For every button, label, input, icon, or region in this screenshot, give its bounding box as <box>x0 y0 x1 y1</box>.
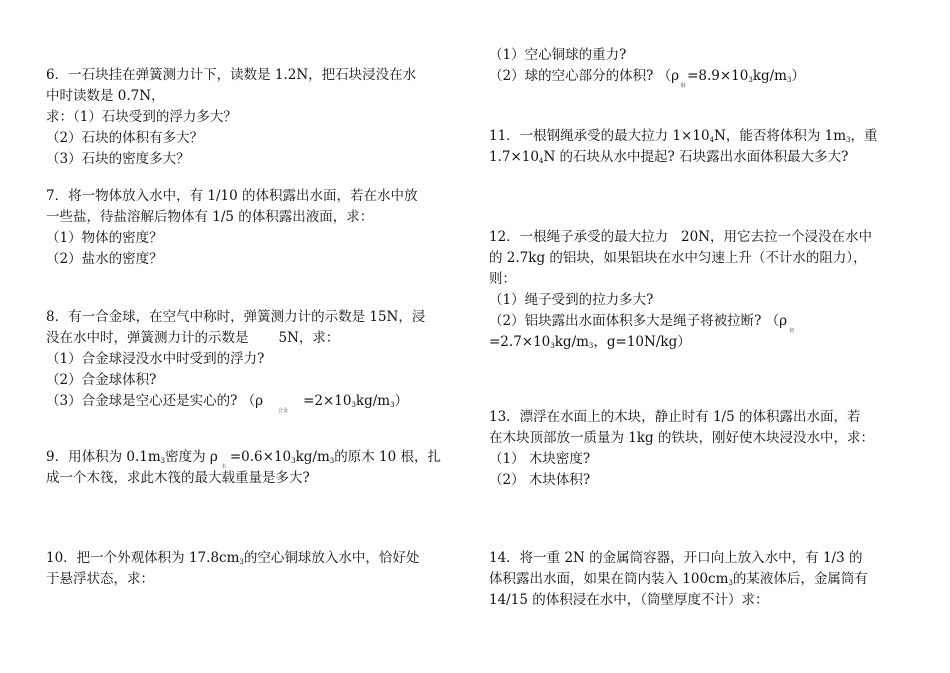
q8-line-2 <box>46 328 464 349</box>
q13-line-4: （2） 木块体积? <box>489 472 591 488</box>
q8-rho-subscript: 合金 <box>278 408 289 414</box>
q9-line-2: 成一个木筏，求此木筏的最大载重量是多大? <box>46 470 310 486</box>
q10-text-a: 10．把一个外观体积为 17.8cm <box>46 550 240 566</box>
q12-line-2: 的 2.7kg 的铝块，如果铝块在水中匀速上升（不计水的阻力）， <box>489 250 867 266</box>
q12-line-3: 则： <box>489 271 516 287</box>
q10-unit: kg/m <box>752 68 787 84</box>
q13-line-1: 13．漂浮在水面上的木块，静止时有 1/5 的体积露出水面，若 <box>489 409 861 425</box>
q12-unit: kg/m <box>554 334 589 350</box>
q11-text-e: N 的石块从水中提起? 石块露出水面体积最大多大? <box>543 149 849 165</box>
q9-text-b: 密度为 ρ <box>165 449 218 465</box>
q9-unit: kg/m <box>295 449 330 465</box>
q6-line-3: 求：（1）石块受到的浮力多大？ <box>46 109 237 125</box>
question-7 <box>46 186 464 270</box>
question-12 <box>489 227 909 353</box>
q11-text-a: 11．一根钢绳承受的最大拉力 1×10 <box>489 128 710 144</box>
q8-line-2-value: 5N，求： <box>278 330 340 346</box>
q10-line-3: （1）空心铜球的重力? <box>489 47 627 63</box>
q11-exp-c: 4 <box>538 157 544 165</box>
q8-line-2-text: 没在水中时，弹簧测力计的示数是 <box>46 330 249 346</box>
q11-text-d: 1.7×10 <box>489 149 539 165</box>
q11-text-b: N，能否将体积为 1m <box>714 128 847 144</box>
q12-density-value: =2.7×10 <box>489 334 551 350</box>
q14-text-a: 体积露出水面，如果在筒内装入 100cm <box>489 571 729 587</box>
q12-g-value: ，g=10N/kg） <box>593 334 691 350</box>
q9-exp-b: 3 <box>291 457 296 465</box>
q14-text-b: 的某液体后，金属筒有 <box>732 571 868 587</box>
q8-line-1: 8．有一合金球，在空气中称时，弹簧测力计的示数是 15N，浸 <box>46 309 426 325</box>
q10-text-b: 的空心铜球放入水中，恰好处 <box>243 550 420 566</box>
q9-text-a: 9．用体积为 0.1m <box>46 449 161 465</box>
q8-density-value: =2×10 <box>303 393 352 409</box>
question-8 <box>46 307 464 412</box>
q14-line-2 <box>489 569 909 590</box>
q12-exp: 3 <box>550 342 555 350</box>
q10-line-4 <box>489 66 909 87</box>
q7-line-2: 一些盐，待盐溶解后物体有 1/5 的体积露出液面，求： <box>46 209 374 225</box>
q8-line-5 <box>46 391 464 412</box>
q14-line-1: 14．将一重 2N 的金属筒容器，开口向上放入水中，有 1/3 的 <box>489 550 863 566</box>
q8-line-3: （1）合金球浸没水中时受到的浮力? <box>46 351 265 367</box>
q11-line-1 <box>489 126 909 147</box>
q12-line-1: 12．一根绳子承受的最大拉力 20N，用它去拉一个浸没在水中 <box>489 229 873 245</box>
q7-line-4: （2）盐水的密度？ <box>46 251 163 267</box>
q12-unit-exp: 3 <box>588 342 594 350</box>
q10-exp: 3 <box>239 558 244 566</box>
q11-line-2 <box>489 147 909 168</box>
q9-rho-subscript: 木 <box>221 464 227 470</box>
q6-line-5: （3）石块的密度多大？ <box>46 151 190 167</box>
q13-line-2: 在木块顶部放一质量为 1kg 的铁块，刚好使木块浸没水中，求： <box>489 430 874 446</box>
question-6 <box>46 65 464 170</box>
q9-density-value: =0.6×10 <box>229 449 292 465</box>
q6-line-2: 中时读数是 0.7N， <box>46 88 165 104</box>
q10-density-exp: 3 <box>748 76 753 84</box>
question-9 <box>46 447 464 489</box>
q6-line-4: （2）石块的体积有多大？ <box>46 130 204 146</box>
q12-line-4: （1）绳子受到的拉力多大? <box>489 292 654 308</box>
question-10-continued <box>489 45 909 87</box>
q7-line-3: （1）物体的密度？ <box>46 230 163 246</box>
q8-unit-exp: 3 <box>390 401 395 409</box>
question-11 <box>489 126 909 168</box>
q12-rho-subscript: 铝 <box>789 328 795 334</box>
q8-paren: ） <box>394 393 409 409</box>
q9-unit-exp: 3 <box>329 457 335 465</box>
q6-line-1: 6．一石块挂在弹簧测力计下，读数是 1.2N，把石块浸没在水 <box>46 67 417 83</box>
q8-unit: kg/m <box>355 393 391 409</box>
q10-density-value: =8.9×10 <box>687 68 749 84</box>
q11-text-c: ，重 <box>850 128 878 144</box>
q9-line-1 <box>46 447 464 468</box>
q13-line-3: （1） 木块密度? <box>489 451 591 467</box>
q12-line-6 <box>489 332 909 353</box>
q10-rho-subscript: 铜 <box>680 83 686 89</box>
question-14 <box>489 548 909 611</box>
q11-exp-b: 3 <box>846 136 851 144</box>
q12-line-5 <box>489 311 909 332</box>
q7-line-1: 7．将一物体放入水中，有 1/10 的体积露出水面，若在水中放 <box>46 188 418 204</box>
q9-text-c: 的原木 10 根，扎 <box>334 449 442 465</box>
q14-exp: 3 <box>728 579 733 587</box>
question-13 <box>489 407 909 491</box>
question-10 <box>46 548 464 590</box>
q10-paren: ） <box>791 68 805 84</box>
q8-exp: 3 <box>351 401 356 409</box>
q9-exp-a: 3 <box>160 457 166 465</box>
q14-line-3: 14/15 的体积浸在水中，（筒壁厚度不计）求： <box>489 592 769 608</box>
q8-rho-label: （3）合金球是空心还是实心的? （ρ <box>46 393 264 409</box>
q10-unit-exp: 3 <box>786 76 792 84</box>
q10-line-2: 于悬浮状态，求： <box>46 571 154 587</box>
q8-line-4: （2）合金球体积? <box>46 372 157 388</box>
q12-rho-label: （2）铝块露出水面体积多大是绳子将被拉断? （ρ <box>489 313 788 329</box>
q10-rho-label: （2）球的空心部分的体积? （ρ <box>489 68 680 84</box>
q10-line-1 <box>46 548 464 569</box>
q11-exp-a: 4 <box>709 136 715 144</box>
